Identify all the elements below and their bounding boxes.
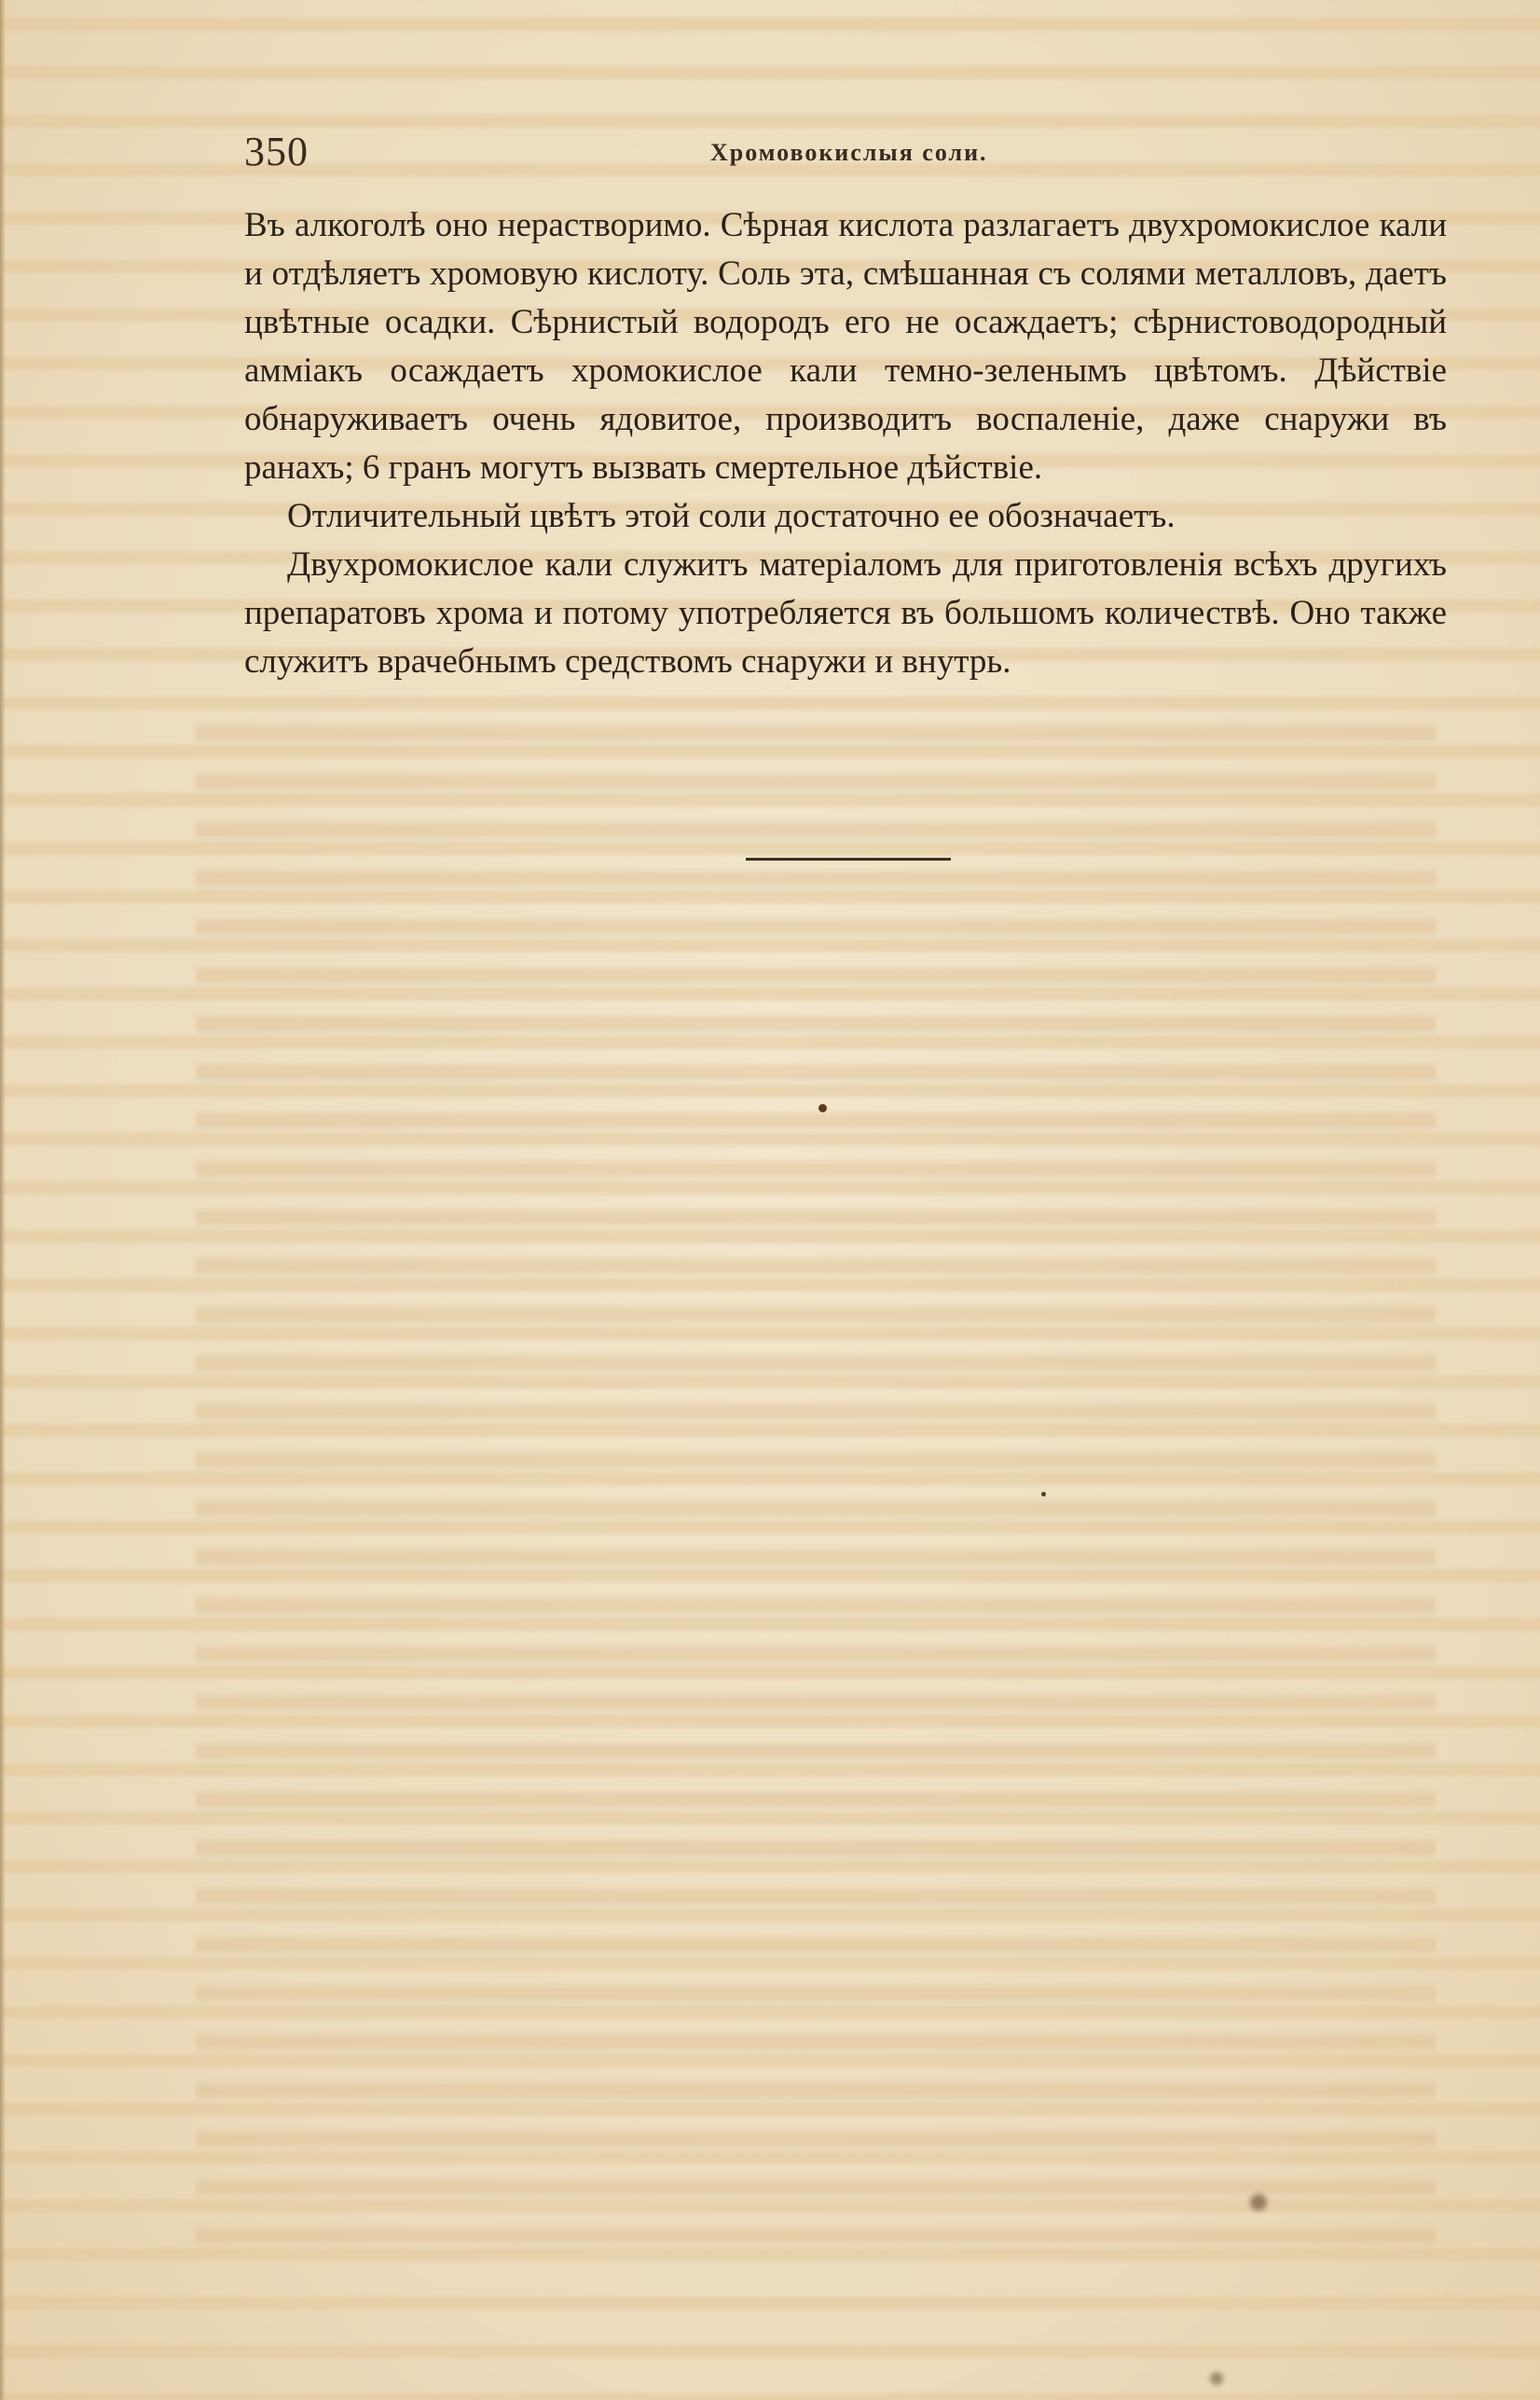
ink-spot: [1250, 2194, 1267, 2211]
paragraph-2: Отличительный цвѣтъ этой соли достаточно ее обозначаетъ.: [287, 497, 1176, 535]
ink-spot: [818, 1104, 827, 1112]
ink-spot: [1210, 2372, 1223, 2385]
paragraph-1: Въ алкоголѣ оно нерастворимо. Сѣрная кислота разлагаетъ двухромокислое кали и отдѣляетъ хромовую кислоту. Соль эта, смѣшанная съ солями металловъ, даетъ цвѣтные осадки. Сѣрнистый водородъ его не осаждаетъ; сѣрнистоводородный аммiакъ осаждаетъ хромокислое кали темно-зеленымъ цвѣтомъ. Дѣйствiе обнаруживаетъ очень ядовитое, производитъ воспаленiе, даже снаружи въ ранахъ; 6 гранъ могутъ вызвать смертельное дѣйствiе.: [244, 206, 1447, 487]
section-end-rule: [746, 858, 951, 861]
page-edge-shadow: [0, 0, 6, 2400]
running-head: Хромовокислыя соли.: [710, 139, 988, 166]
ink-spot: [1041, 1492, 1046, 1497]
paragraph-3: Двухромокислое кали служитъ матерiаломъ для приготовленiя всѣхъ другихъ препаратовъ хрома и потому употребляется въ большомъ количествѣ. Оно также служитъ врачебнымъ средствомъ снаружи и внутрь.: [244, 545, 1447, 681]
page-number: 350: [244, 129, 309, 174]
page-body: [244, 201, 1447, 686]
page-header: [244, 127, 1447, 177]
